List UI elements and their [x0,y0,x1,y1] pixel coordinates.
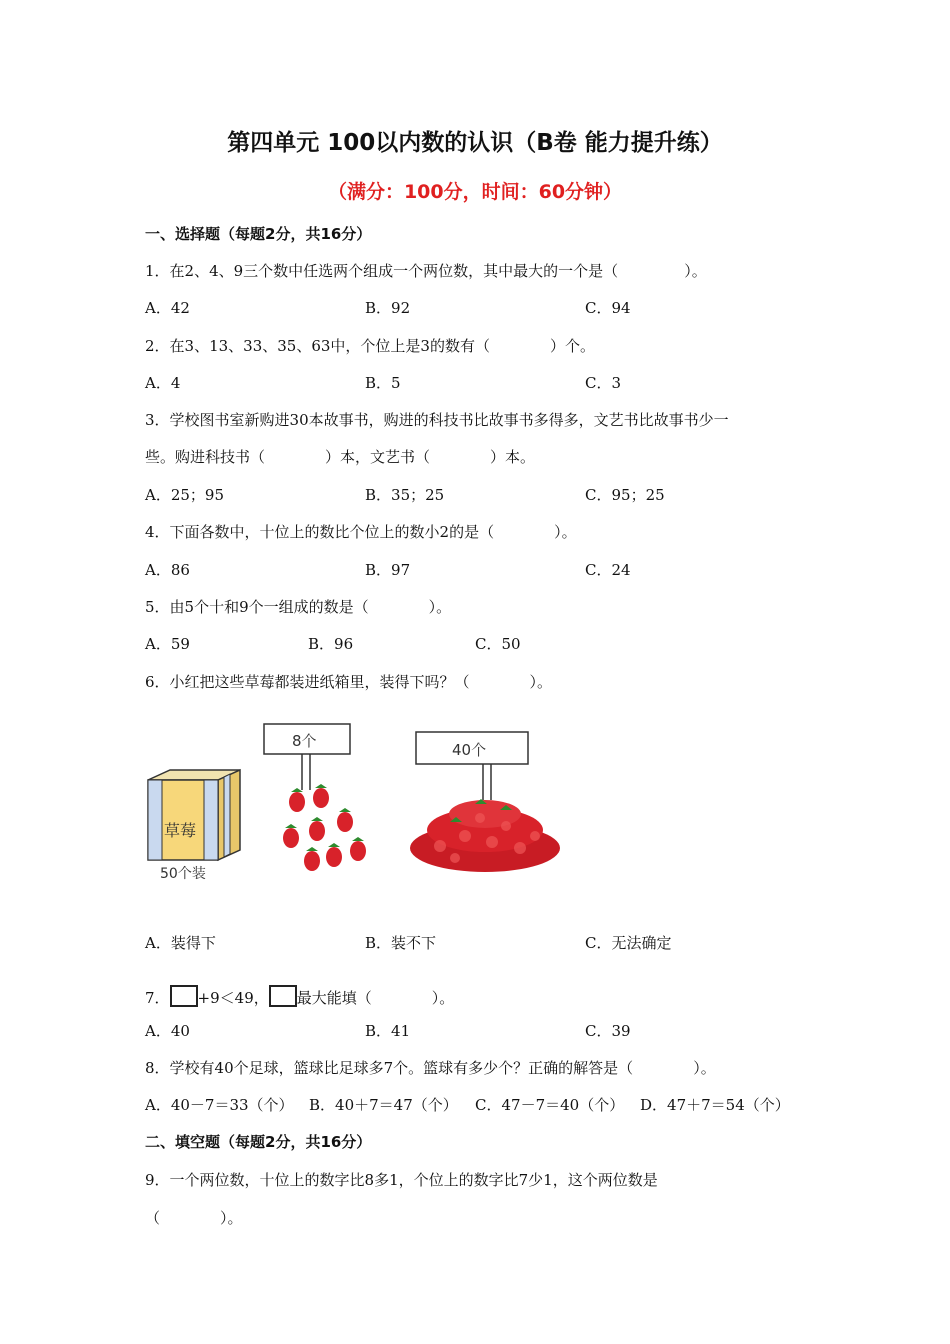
q7-option-b[interactable]: B．41 [365,1022,411,1040]
small-strawberry-group [283,784,366,871]
question-9-line-2: （ ）。 [145,1209,243,1227]
large-sign-label: 40个 [452,741,487,759]
strawberry-pile-icon [410,799,560,872]
q2-option-b[interactable]: B．5 [365,374,401,392]
empty-box-icon[interactable] [269,985,297,1007]
q8-option-d[interactable]: D．47＋7＝54（个） [640,1096,790,1114]
q5-option-b[interactable]: B．96 [308,635,354,653]
q1-option-a[interactable]: A．42 [145,299,190,317]
q5-option-a[interactable]: A．59 [145,635,190,653]
strawberry-icon [313,784,329,808]
q1-option-c[interactable]: C．94 [585,299,631,317]
q7-option-c[interactable]: C．39 [585,1022,631,1040]
question-3-line-1: 3．学校图书室新购进30本故事书，购进的科技书比故事书多得多，文艺书比故事书少一 [145,411,729,429]
small-group-sign [264,724,350,790]
strawberry-box-icon [148,770,240,882]
page-subtitle: （满分：100分，时间：60分钟） [327,181,623,203]
q5-option-c[interactable]: C．50 [475,635,521,653]
strawberry-icon [350,837,366,861]
q4-option-b[interactable]: B．97 [365,561,411,579]
section-heading-choice: 一、选择题（每题2分，共16分） [145,225,372,243]
q2-option-c[interactable]: C．3 [585,374,622,392]
strawberry-icon [337,808,353,832]
q3-option-b[interactable]: B．35；25 [365,486,445,504]
q8-option-c[interactable]: C．47－7＝40（个） [475,1096,625,1114]
question-1: 1．在2、4、9三个数中任选两个组成一个两位数，其中最大的一个是（ ）。 [145,262,707,280]
page-title: 第四单元 100以内数的认识（B卷 能力提升练） [227,130,723,156]
strawberry-icon [304,847,320,871]
q1-option-b[interactable]: B．92 [365,299,411,317]
q6-option-a[interactable]: A．装得下 [145,934,216,952]
strawberry-icon [326,843,342,867]
q8-option-a[interactable]: A．40－7＝33（个） [145,1096,294,1114]
question-7: 7． +9＜49， 最大能填（ ）。 [145,985,454,1008]
empty-box-icon[interactable] [170,985,198,1007]
strawberry-icon [289,788,305,812]
strawberry-icon [283,824,299,848]
question-9-line-1: 9．一个两位数，十位上的数字比8多1，个位上的数字比7少1，这个两位数是 [145,1171,658,1189]
q6-option-b[interactable]: B．装不下 [365,934,437,952]
question-6: 6．小红把这些草莓都装进纸箱里，装得下吗？（ ）。 [145,673,553,691]
q2-option-a[interactable]: A．4 [145,374,181,392]
question-8: 8．学校有40个足球，篮球比足球多7个。篮球有多少个？正确的解答是（ ）。 [145,1059,716,1077]
q7-option-a[interactable]: A．40 [145,1022,190,1040]
q4-option-c[interactable]: C．24 [585,561,631,579]
question-4: 4．下面各数中，十位上的数比个位上的数小2的是（ ）。 [145,523,577,541]
q6-option-c[interactable]: C．无法确定 [585,934,672,952]
question-5: 5．由5个十和9个一组成的数是（ ）。 [145,598,452,616]
large-group-sign [416,732,528,800]
q3-option-c[interactable]: C．95；25 [585,486,665,504]
question-2: 2．在3、13、33、35、63中，个位上是3的数有（ ）个。 [145,337,595,355]
strawberry-icon [309,817,325,841]
small-sign-label: 8个 [292,732,317,750]
box-label: 草莓 [164,821,197,840]
q4-option-a[interactable]: A．86 [145,561,190,579]
question-3-line-2: 些。购进科技书（ ）本，文艺书（ ）本。 [145,448,536,466]
strawberry-illustration [140,718,580,888]
q8-option-b[interactable]: B．40＋7＝47（个） [309,1096,458,1114]
q3-option-a[interactable]: A．25；95 [145,486,225,504]
box-caption: 50个装 [160,866,206,882]
section-heading-fill: 二、填空题（每题2分，共16分） [145,1133,372,1151]
